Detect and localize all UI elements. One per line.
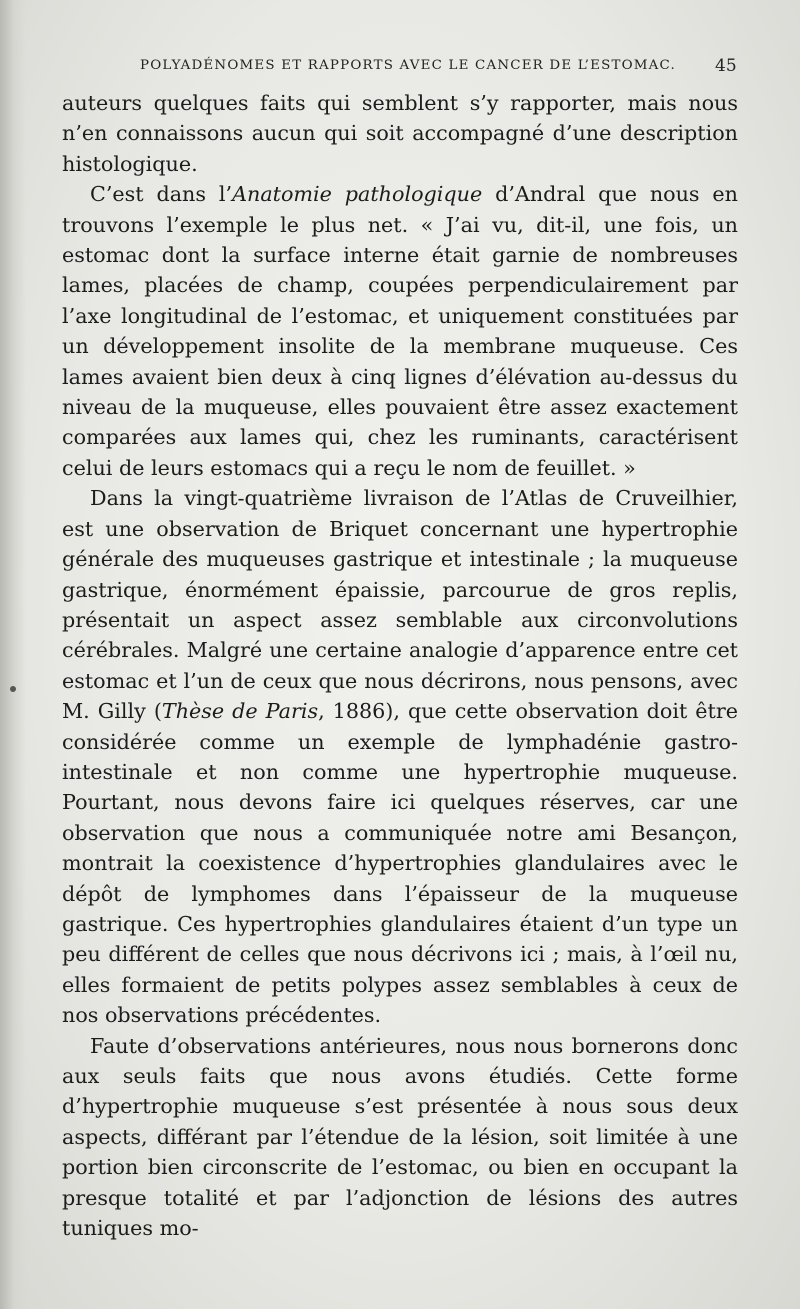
paragraph-3	[62, 483, 738, 1030]
running-head-title: POLYADÉNOMES ET RAPPORTS AVEC LE CANCER DE L’ESTOMAC.	[140, 58, 676, 73]
running-head	[0, 58, 800, 80]
paragraph-2-text-start: C’est dans l’	[90, 182, 233, 207]
book-title-anatomie-pathologique: Anatomie pathologique	[232, 182, 483, 207]
paragraph-3-text-start: Dans la vingt-quatrième livraison de l’Atlas de Cruveilhier, est une observation de Briquet concernant une hypertrophie générale des muqueuses gastrique et intestinale ; la muqueuse gastrique, énormément épaissie, parcourue de gros replis, présentait un aspect assez semblable aux circonvolutions cérébrales. Malgré une certaine analogie d’apparence entre cet estomac et l’un de ceux que nous décrirons, nous pensons, avec M. Gilly (	[62, 486, 738, 724]
paragraph-2-text-end: d’Andral que nous en trouvons l’exemple le plus net. « J’ai vu, dit-il, une fois, un estomac dont la surface interne était garnie de nombreuses lames, placées de champ, coupées perpendiculairement par l’axe longitudinal de l’estomac, et uniquement constituées par un développement insolite de la membrane muqueuse. Ces lames avaient bien deux à cinq lignes d’élévation au-dessus du niveau de la muqueuse, elles pouvaient être assez exactement comparées aux lames qui, chez les ruminants, caractérisent celui de leurs estomacs qui a reçu le nom de feuillet. »	[62, 182, 738, 480]
page-gutter-shadow	[0, 0, 26, 1309]
paragraph-4-text: Faute d’observations antérieures, nous nous bornerons donc aux seuls faits que nous avons étudiés. Cette forme d’hypertrophie muqueuse s’est présentée à nous sous deux aspects, différant par l’étendue de la lésion, soit limitée à une portion bien circonscrite de l’estomac, ou bien en occupant la presque totalité et par l’adjonction de lésions des autres tuniques mo-	[62, 1033, 738, 1241]
paragraph-3-text-end: , 1886), que cette observation doit être considérée comme un exemple de lymphadénie gastro-intestinale et non comme une hypertrophie muqueuse. Pourtant, nous devons faire ici quelques réserves, car une observation que nous a communiquée notre ami Besançon, montrait la coexistence d’hypertrophies glandulaires avec le dépôt de lymphomes dans l’épaisseur de la muqueuse gastrique. Ces hypertrophies glandulaires étaient d’un type un peu différent de celles que nous décrivons ici ; mais, à l’œil nu, elles formaient de petits polypes assez semblables à ceux de nos observations précédentes.	[62, 699, 738, 1028]
thesis-title-these-de-paris: Thèse de Paris	[161, 699, 319, 724]
margin-speck	[10, 686, 16, 692]
body-text	[62, 88, 738, 1243]
page-number: 45	[715, 56, 737, 76]
paragraph-2	[62, 179, 738, 483]
paragraph-1	[62, 88, 738, 179]
paragraph-1-text: auteurs quelques faits qui semblent s’y rapporter, mais nous n’en connaissons aucun qui soit accompagné d’une description histologique.	[62, 91, 738, 176]
paragraph-4	[62, 1031, 738, 1244]
